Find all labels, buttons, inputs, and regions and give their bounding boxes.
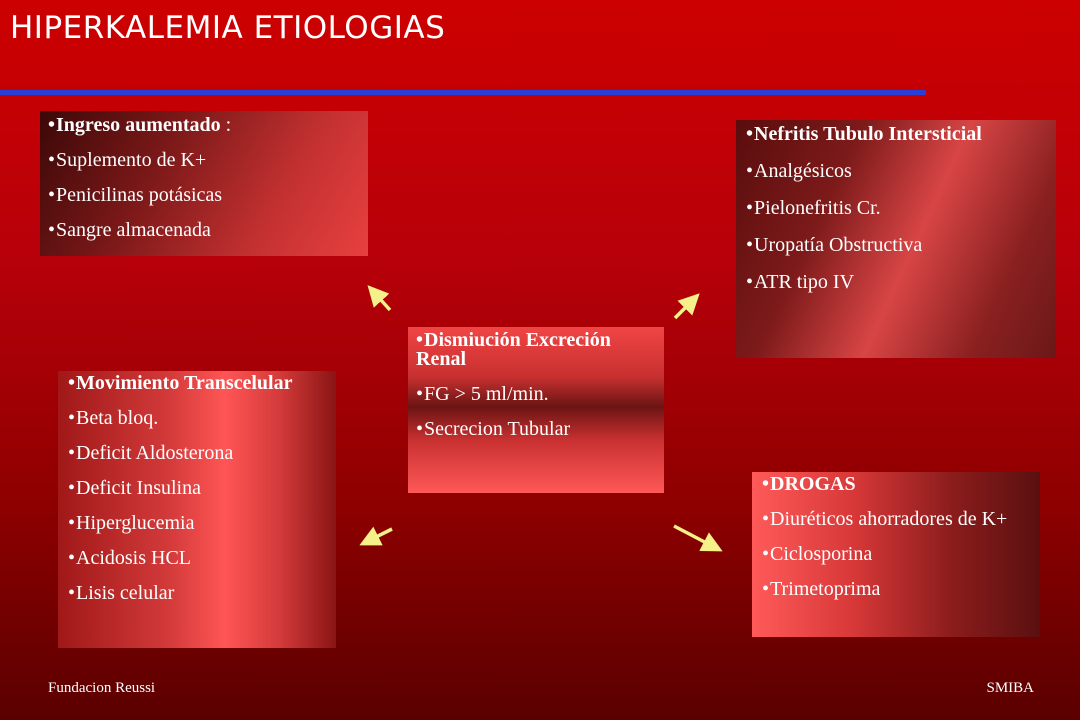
list-item: [416, 331, 656, 369]
bullet-icon: •: [48, 184, 56, 206]
list-item: [68, 374, 328, 393]
list-item: [68, 584, 328, 603]
movimiento-list: [68, 374, 328, 603]
list-item: [48, 116, 360, 135]
bullet-icon: •: [48, 219, 56, 241]
bullet-icon: •: [762, 508, 770, 530]
list-item-text: Acidosis HCL: [76, 547, 192, 569]
list-item: [746, 125, 1048, 144]
bullet-icon: •: [48, 114, 56, 136]
list-item-text: Dismiución Excreción Renal: [416, 329, 611, 370]
list-item: [48, 186, 360, 205]
arrow-down-right: [674, 526, 718, 549]
list-item: [48, 221, 360, 240]
slide-title: HIPERKALEMIA ETIOLOGIAS: [10, 10, 446, 46]
list-item-text: FG > 5 ml/min.: [424, 383, 549, 405]
list-item-text: Penicilinas potásicas: [56, 184, 223, 206]
list-item: [416, 385, 656, 404]
list-item-text: Nefritis Tubulo Intersticial: [754, 123, 982, 145]
bullet-icon: •: [746, 160, 754, 182]
list-item: [68, 549, 328, 568]
bullet-icon: •: [48, 149, 56, 171]
list-item: [746, 199, 1048, 218]
list-item-text: ATR tipo IV: [754, 271, 855, 293]
footer-left-credit: Fundacion Reussi: [48, 680, 156, 696]
list-item-text: Diuréticos ahorradores de K+: [770, 508, 1008, 530]
bullet-icon: •: [416, 418, 424, 440]
list-item: [762, 475, 1032, 494]
ingreso-list: [48, 116, 360, 240]
list-item-suffix: :: [220, 114, 232, 136]
bullet-icon: •: [746, 234, 754, 256]
list-item: [762, 545, 1032, 564]
bullet-icon: •: [68, 372, 76, 394]
bullet-icon: •: [416, 383, 424, 405]
arrow-up-right: [675, 297, 696, 318]
list-item-text: Secrecion Tubular: [424, 418, 571, 440]
list-item-text: Sangre almacenada: [56, 219, 211, 241]
list-item: [746, 273, 1048, 292]
box-drogas: [752, 472, 1040, 637]
bullet-icon: •: [746, 123, 754, 145]
bullet-icon: •: [762, 473, 770, 495]
list-item: [68, 514, 328, 533]
drogas-list: [762, 475, 1032, 599]
nefritis-list: [746, 125, 1048, 292]
bullet-icon: •: [68, 407, 76, 429]
list-item-text: Deficit Insulina: [76, 477, 201, 499]
bullet-icon: •: [416, 329, 424, 351]
list-item: [48, 151, 360, 170]
list-item-text: Hiperglucemia: [76, 512, 195, 534]
list-item-text: Lisis celular: [76, 582, 175, 604]
box-ingreso-aumentado: [40, 111, 368, 256]
bullet-icon: •: [68, 547, 76, 569]
list-item: [746, 162, 1048, 181]
title-underline: [0, 90, 926, 95]
list-item-text: DROGAS: [770, 473, 856, 495]
arrow-up-left: [371, 289, 390, 310]
list-item: [68, 409, 328, 428]
list-item-text: Beta bloq.: [76, 407, 159, 429]
arrow-down-left: [364, 529, 392, 543]
list-item: [416, 420, 656, 439]
list-item-text: Trimetoprima: [770, 578, 881, 600]
box-nefritis-tubulo-intersticial: [736, 120, 1056, 358]
box-dismiucion-excrecion-renal: [408, 327, 664, 493]
list-item-text: Ingreso aumentado: [56, 114, 221, 136]
bullet-icon: •: [68, 582, 76, 604]
bullet-icon: •: [762, 578, 770, 600]
list-item: [68, 444, 328, 463]
bullet-icon: •: [762, 543, 770, 565]
list-item: [762, 580, 1032, 599]
bullet-icon: •: [68, 442, 76, 464]
box-movimiento-transcelular: [58, 371, 336, 648]
list-item-text: Deficit Aldosterona: [76, 442, 234, 464]
bullet-icon: •: [68, 477, 76, 499]
list-item-text: Suplemento de K+: [56, 149, 207, 171]
footer-right-credit: SMIBA: [986, 680, 1034, 696]
bullet-icon: •: [68, 512, 76, 534]
list-item: [68, 479, 328, 498]
list-item-text: Ciclosporina: [770, 543, 873, 565]
list-item: [746, 236, 1048, 255]
bullet-icon: •: [746, 271, 754, 293]
list-item-text: Analgésicos: [754, 160, 852, 182]
list-item-text: Movimiento Transcelular: [76, 372, 293, 394]
dismiucion-list: [416, 331, 656, 439]
bullet-icon: •: [746, 197, 754, 219]
list-item-text: Pielonefritis Cr.: [754, 197, 881, 219]
list-item-text: Uropatía Obstructiva: [754, 234, 923, 256]
list-item: [762, 510, 1032, 529]
